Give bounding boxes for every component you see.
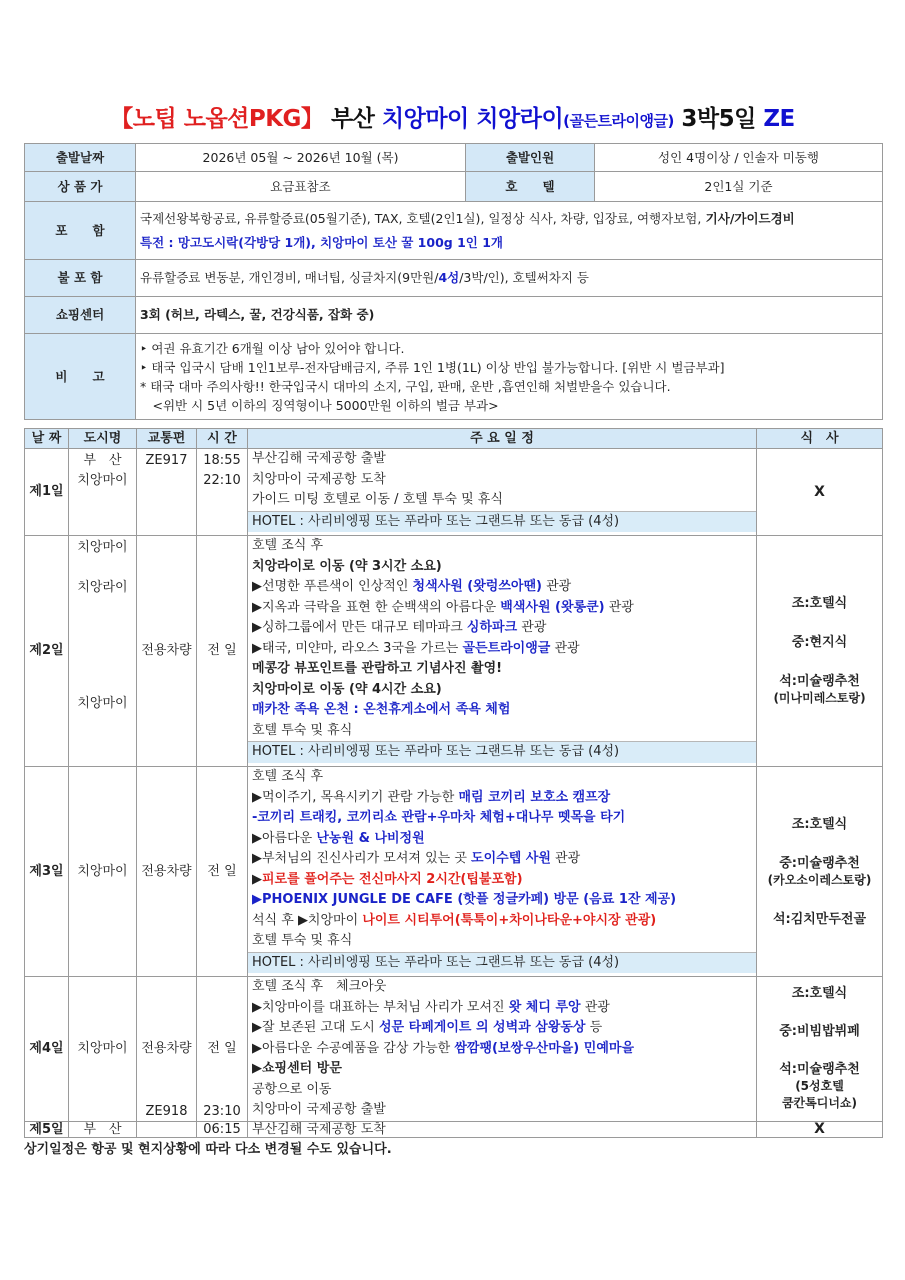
head-day: 날 짜: [25, 429, 69, 449]
day-transport: [137, 1121, 197, 1137]
day-time: 전 일: [197, 536, 248, 767]
day-time: 18:55 22:10: [197, 449, 248, 536]
shop-value: 3회 (허브, 라텍스, 꿀, 건강식품, 잡화 중): [136, 297, 883, 334]
day-city: 부 산: [69, 1121, 137, 1137]
day-transport: ZE917: [137, 449, 197, 536]
day-time: 06:15: [197, 1121, 248, 1137]
hotel-value: 2인1실 기준: [595, 172, 883, 202]
day-meal: X: [757, 1121, 883, 1137]
shop-label: 쇼핑센터: [25, 297, 136, 334]
day-label: 제5일: [25, 1121, 69, 1137]
depart-label: 출발날짜: [25, 144, 136, 172]
exclude-value: 유류할증료 변동분, 개인경비, 매너팁, 싱글차지(9만원/4성/3박/인), 호텔써차지 등: [136, 260, 883, 297]
hotel-line: HOTEL : 사리비엥핑 또는 푸라마 또는 그랜드뷰 또는 동급 (4성): [248, 741, 756, 763]
exclude-label: 불 포 함: [25, 260, 136, 297]
include-value: 국제선왕복항공료, 유류할증료(05월기준), TAX, 호텔(2인1실), 일정상 식사, 차량, 입장료, 여행자보험, 기사/가이드경비 특전 : 망고도시락(각방당 1개), 치앙마이 토산 꿀 100g 1인 1개: [136, 202, 883, 260]
day-meal: 조:호텔식 중:미슐랭추천 (카오소이레스토랑) 석:김치만두전골: [757, 767, 883, 977]
day-row: [25, 449, 883, 536]
day-itinerary: 호텔 조식 후 체크아웃 ▶치앙마이를 대표하는 부처님 사리가 모셔진 왓 체디 루앙 관광 ▶잘 보존된 고대 도시 성문 타페게이트 의 성벽과 삼왕동상 등 ▶아름다운 수공예품을 감상 가능한 쌈깜팽(보쌍우산마을) 민예마을 ▶쇼핑센터 방문 공항으로 이동 치앙마이 국제공항 출발: [248, 977, 757, 1122]
day-label: 제1일: [25, 449, 69, 536]
footnote: 상기일정은 항공 및 현지상황에 따라 다소 변경될 수도 있습니다.: [24, 1142, 392, 1157]
title-nights: 3박5일: [681, 106, 756, 132]
title-airline: ZE: [763, 106, 795, 132]
day-city: 치앙마이: [69, 977, 137, 1122]
head-time: 시 간: [197, 429, 248, 449]
return-time: 23:10: [203, 1103, 241, 1119]
day-label: 제2일: [25, 536, 69, 767]
day-meal: 조:호텔식 중:현지식 석:미슐랭추천 (미나미레스토랑): [757, 536, 883, 767]
day-transport: 전용차량: [137, 536, 197, 767]
head-itinerary: 주 요 일 정: [248, 429, 757, 449]
title-bracket: 【노팁 노옵션PKG】: [110, 106, 324, 132]
price-label: 상 품 가: [25, 172, 136, 202]
title-dest: 부산: [330, 106, 375, 132]
page-title: [0, 100, 905, 133]
day-transport: 전용차량 ZE918: [137, 977, 197, 1122]
day-row: [25, 977, 883, 1122]
title-cities: 치앙마이 치앙라이: [381, 106, 564, 132]
day-meal: X: [757, 449, 883, 536]
include-label: 포 함: [25, 202, 136, 260]
info-table: [24, 143, 883, 420]
schedule-table: [24, 428, 883, 1138]
day-label: 제3일: [25, 767, 69, 977]
day-itinerary: 호텔 조식 후 치앙라이로 이동 (약 3시간 소요) ▶선명한 푸른색이 인상적인 청색사원 (왓렁쓰아땐) 관광 ▶지옥과 극락을 표현 한 순백색의 아름다운 백색사원 (왓롱쿤) 관광 ▶싱하그룹에서 만든 대규모 테마파크 싱하파크 관광 ▶태국, 미얀마, 라오스 3국을 가르는 골든트라이앵글 관광 메콩강 뷰포인트를 관람하고 기념사진 촬영! 치앙마이로 이동 (약 4시간 소요) 매카찬 족욕 온천 : 온천휴게소에서 족욕 체험 호텔 투숙 및 휴식 HOTEL : 사리비엥핑 또는 푸라마 또는 그랜드뷰 또는 동급 (4성): [248, 536, 757, 767]
day-meal: 조:호텔식 중:비빔밥뷔페 석:미슐랭추천 (5성호텔 쿰칸톡디너쇼): [757, 977, 883, 1122]
day-time: 전 일: [197, 767, 248, 977]
day-city: 치앙마이 치앙라이 치앙마이: [69, 536, 137, 767]
return-flight: ZE918: [145, 1103, 188, 1119]
day-transport: 전용차량: [137, 767, 197, 977]
title-sub: (골든트라이앵글): [563, 112, 674, 130]
day-city: 치앙마이: [69, 767, 137, 977]
day-time: 전 일 23:10: [197, 977, 248, 1122]
note-label: 비 고: [25, 334, 136, 420]
head-transport: 교통편: [137, 429, 197, 449]
people-label: 출발인원: [466, 144, 595, 172]
day-itinerary: 부산김해 국제공항 출발 치앙마이 국제공항 도착 가이드 미팅 호텔로 이동 / 호텔 투숙 및 휴식 HOTEL : 사리비엥핑 또는 푸라마 또는 그랜드뷰 또는 동급 (4성): [248, 449, 757, 536]
price-value: 요금표참조: [136, 172, 466, 202]
day-row: [25, 767, 883, 977]
hotel-line: HOTEL : 사리비엥핑 또는 푸라마 또는 그랜드뷰 또는 동급 (4성): [248, 511, 756, 533]
day-itinerary: 호텔 조식 후 ▶먹이주기, 목욕시키기 관람 가능한 매림 코끼리 보호소 캠프장 -코끼리 트래킹, 코끼리쇼 관람+우마차 체험+대나무 뗏목을 타기 ▶아름다운 난농원 & 나비정원 ▶부처님의 진신사리가 모셔져 있는 곳 도이수텝 사원 관광 ▶피로를 풀어주는 전신마사지 2시간(팁불포함) ▶PHOENIX JUNGLE DE CAFE (핫플 정글카페) 방문 (음료 1잔 제공) 석식 후 ▶치앙마이 나이트 시티투어(툭툭이+차이나타운+야시장 관광) 호텔 투숙 및 휴식 HOTEL : 사리비엥핑 또는 푸라마 또는 그랜드뷰 또는 동급 (4성): [248, 767, 757, 977]
hotel-label: 호 텔: [466, 172, 595, 202]
day-label: 제4일: [25, 977, 69, 1122]
day-row: [25, 1121, 883, 1137]
day-itinerary: 부산김해 국제공항 도착: [248, 1121, 757, 1137]
people-value: 성인 4명이상 / 인솔자 미동행: [595, 144, 883, 172]
depart-value: 2026년 05월 ~ 2026년 10월 (목): [136, 144, 466, 172]
head-city: 도시명: [69, 429, 137, 449]
head-meal: 식 사: [757, 429, 883, 449]
notes: ‣ 여권 유효기간 6개월 이상 남아 있어야 합니다. ‣ 태국 입국시 담배 1인1보루-전자담배금지, 주류 1인 1병(1L) 이상 반입 불가능합니다. [위반 시 벌금부과] * 태국 대마 주의사항!! 한국입국시 대마의 소지, 구입, 판매, 운반 ,흡연인해 처벌받을수 있습니다. <위반 시 5년 이하의 징역형이나 5000만원 이하의 벌금 부과>: [136, 334, 883, 420]
day-row: [25, 536, 883, 767]
hotel-line: HOTEL : 사리비엥핑 또는 푸라마 또는 그랜드뷰 또는 동급 (4성): [248, 952, 756, 974]
day-city: 부 산 치앙마이: [69, 449, 137, 536]
